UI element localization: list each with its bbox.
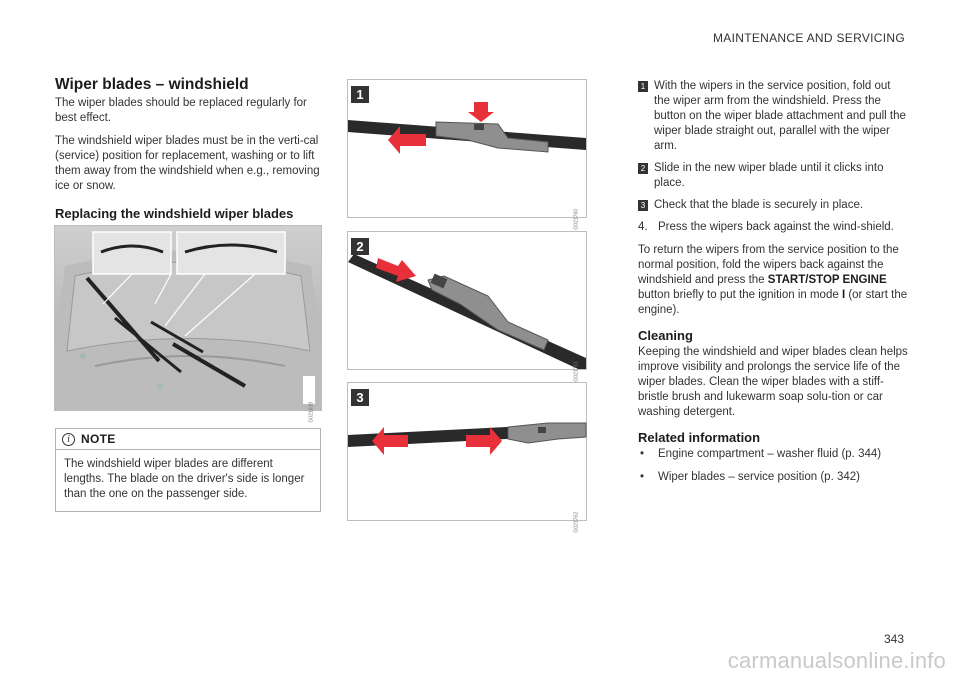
related-heading: Related information <box>638 430 761 445</box>
wiper-detach-illustration <box>348 80 586 217</box>
watermark: carmanualsonline.info <box>727 648 946 673</box>
step1-figure <box>347 79 587 230</box>
step-item <box>638 79 908 154</box>
replacing-subheading: Replacing the windshield wiper blades <box>55 206 294 221</box>
step2-figure <box>347 231 587 382</box>
figure-code: G021762 <box>574 512 580 533</box>
step-text: Press the wipers back against the wind-shield. <box>658 221 894 233</box>
figure-code: G021639 <box>309 402 315 423</box>
section-header: MAINTENANCE AND SERVICING <box>713 31 905 45</box>
step-number: 1 <box>638 81 648 92</box>
step-text: Check that the blade is securely in place. <box>654 199 864 211</box>
note-title: NOTE <box>81 432 116 446</box>
page-number: 343 <box>883 632 904 646</box>
related-link[interactable] <box>638 447 908 462</box>
figure-code: G021760 <box>574 209 580 230</box>
note-box <box>55 428 321 512</box>
wiper-check-illustration <box>348 383 586 520</box>
windshield-figure <box>54 225 322 423</box>
figure-code: G021761 <box>574 361 580 382</box>
numbered-step-4 <box>638 220 908 235</box>
info-icon: i <box>62 433 75 446</box>
related-link[interactable] <box>638 470 908 485</box>
ignition-mode-label: I <box>841 289 846 301</box>
bullet-icon: • <box>640 448 645 460</box>
step-text: Slide in the new wiper blade until it clicks into place. <box>654 162 884 189</box>
start-stop-button-label: START/STOP ENGINE <box>767 274 887 286</box>
note-header <box>56 429 320 450</box>
step3-figure <box>347 382 587 533</box>
cleaning-paragraph: Keeping the windshield and wiper blades clean helps improve visibility and prolongs the service life of the wiper blades. Clean the wiper blades with a stiff-bristle brush and lukewarm soap solu-tion or car washing detergent. <box>638 346 908 418</box>
wiper-insert-illustration <box>348 232 586 369</box>
return-text-before: To return the wipers from the service position to the normal position, fold the wipers back against the windshield and press the <box>638 244 899 286</box>
bullet-icon: • <box>640 471 645 483</box>
return-text-after: (or start the engine). <box>638 289 908 316</box>
figure-badge: 2 <box>351 238 369 255</box>
intro-paragraph: The wiper blades should be replaced regularly for best effect. <box>55 97 307 124</box>
step-text: With the wipers in the service position, fold out the wiper arm from the windshield. Press the button on the wiper blade attachment and pull the wiper blade straight out, parallel with the wiper arm. <box>654 80 906 152</box>
note-text: The windshield wiper blades are different lengths. The blade on the driver's side is longer than the one on the passenger side. <box>64 458 305 500</box>
step-item <box>638 161 908 191</box>
step-number: 2 <box>638 163 648 174</box>
figure-badge: 1 <box>351 86 369 103</box>
return-text-middle: button briefly to put the ignition in mode <box>638 289 842 301</box>
cleaning-heading: Cleaning <box>638 328 693 343</box>
page-title: Wiper blades – windshield <box>55 76 249 93</box>
related-link-text[interactable]: Engine compartment – washer fluid (p. 344) <box>658 448 882 460</box>
related-link-text[interactable]: Wiper blades – service position (p. 342) <box>658 471 860 483</box>
return-paragraph <box>638 243 908 318</box>
step-number: 3 <box>638 200 648 211</box>
service-position-paragraph: The windshield wiper blades must be in the verti-cal (service) position for replacement, washing or to lift them away from the windshield when e.g., removing ice or snow. <box>55 135 320 192</box>
figure-badge: 3 <box>351 389 369 406</box>
left-column <box>55 76 323 227</box>
windshield-illustration <box>55 226 321 410</box>
step-number: 4. <box>638 221 648 233</box>
step-item <box>638 198 908 213</box>
right-column <box>638 79 908 493</box>
